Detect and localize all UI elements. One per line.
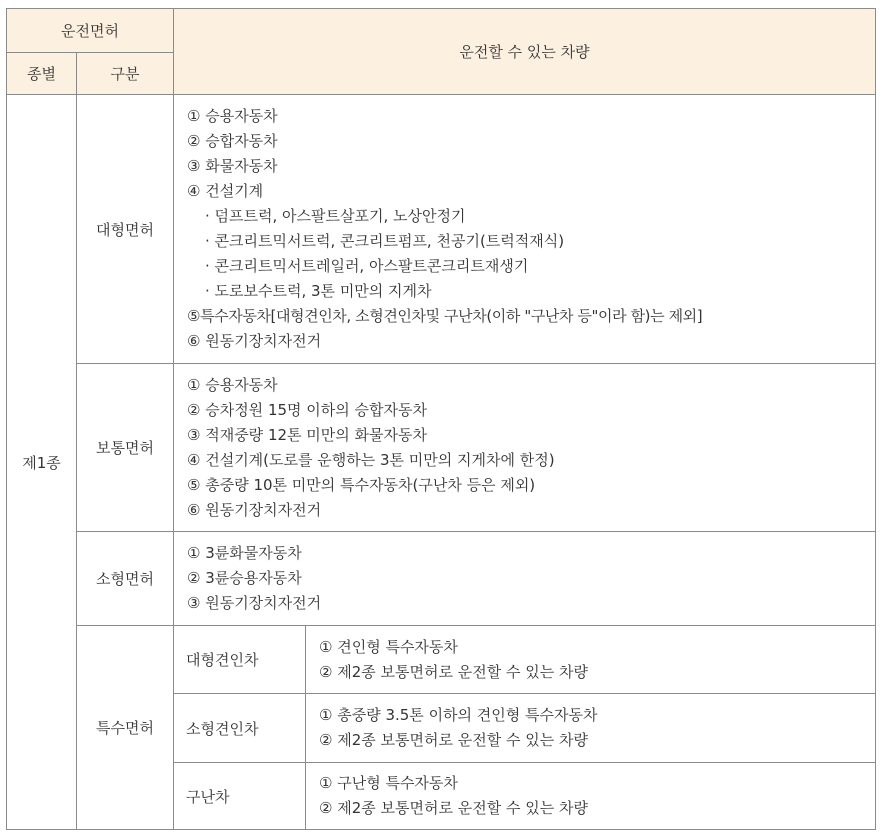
list-item: ② 승합자동차: [187, 132, 278, 150]
list-item: ① 총중량 3.5톤 이하의 견인형 특수자동차: [319, 706, 598, 724]
list-item: ② 제2종 보통면허로 운전할 수 있는 차량: [319, 799, 588, 817]
small-tow-truck-label: 소형견인차: [174, 694, 306, 763]
large-tow-truck-vehicles: [306, 626, 876, 694]
list-item: ① 승용자동차: [187, 375, 278, 394]
list-item: ① 구난형 특수자동차: [319, 774, 458, 792]
list-item: ① 승용자동차: [187, 107, 278, 125]
list-item: ⑥ 원동기장치자전거: [187, 332, 322, 350]
list-item: ③ 원동기장치자전거: [187, 594, 322, 612]
ordinary-license-label: 보통면허: [77, 364, 174, 532]
list-item: ④ 건설기계: [187, 182, 264, 200]
list-item: ① 3륜화물자동차: [187, 544, 302, 562]
ordinary-license-vehicles: [174, 364, 876, 532]
list-item: ② 3륜승용자동차: [187, 569, 302, 587]
small-license-label: 소형면허: [77, 532, 174, 626]
list-item: ① 견인형 특수자동차: [319, 637, 458, 656]
type-1-cell: 제1종: [7, 95, 77, 830]
large-license-label: 대형면허: [77, 95, 174, 364]
header-vehicles: 운전할 수 있는 차량: [174, 9, 876, 95]
header-license: 운전면허: [7, 9, 174, 53]
wrecker-vehicles: [306, 763, 876, 830]
list-item: ② 승차정원 15명 이하의 승합자동차: [187, 400, 427, 419]
list-subitem: · 콘크리트믹서트럭, 콘크리트펌프, 천공기(트럭적재식): [205, 232, 565, 250]
special-license-label: 특수면허: [77, 626, 174, 830]
small-tow-truck-vehicles: [306, 694, 876, 763]
list-item: ② 제2종 보통면허로 운전할 수 있는 차량: [319, 662, 588, 681]
list-item: ③ 적재중량 12톤 미만의 화물자동차: [187, 425, 427, 444]
list-item: ② 제2종 보통면허로 운전할 수 있는 차량: [319, 731, 588, 749]
list-subitem: · 덤프트럭, 아스팔트살포기, 노상안정기: [205, 207, 466, 225]
list-subitem: · 도로보수트럭, 3톤 미만의 지게차: [205, 282, 432, 300]
large-tow-truck-label: 대형견인차: [174, 626, 306, 694]
wrecker-label: 구난차: [174, 763, 306, 830]
header-category: 구분: [77, 53, 174, 95]
list-item: ⑥ 원동기장치자전거: [187, 500, 322, 519]
list-subitem: · 콘크리트믹서트레일러, 아스팔트콘크리트재생기: [205, 257, 529, 275]
list-item: ⑤ 총중량 10톤 미만의 특수자동차(구난차 등은 제외): [187, 475, 536, 494]
list-item: ③ 화물자동차: [187, 157, 278, 175]
license-table: [6, 8, 876, 830]
list-item: ④ 건설기계(도로를 운행하는 3톤 미만의 지게차에 한정): [187, 450, 555, 469]
large-license-vehicles: [174, 95, 876, 364]
list-item: ⑤특수자동차[대형견인차, 소형견인차및 구난차(이하 "구난차 등"이라 함)는 제외]: [187, 307, 703, 325]
small-license-vehicles: [174, 532, 876, 626]
header-type: 종별: [7, 53, 77, 95]
